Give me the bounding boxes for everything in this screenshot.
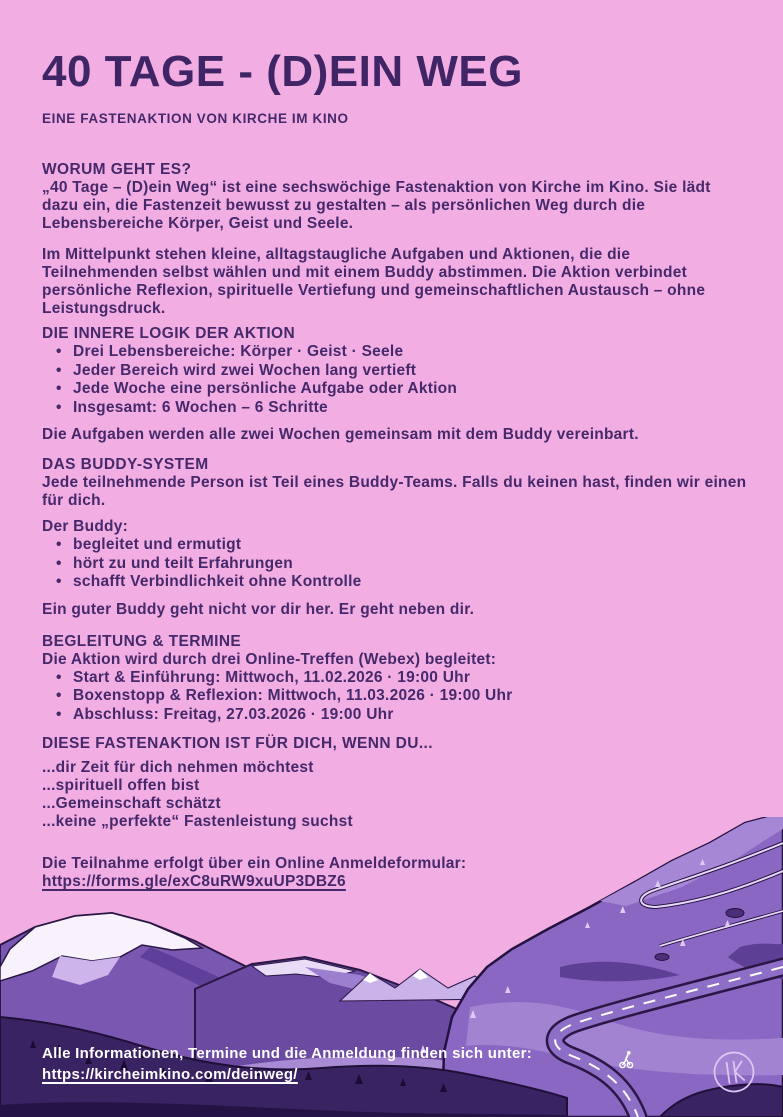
heading-termine: BEGLEITUNG & TERMINE [42, 632, 242, 650]
list-item: • Start & Einführung: Mittwoch, 11.02.2026 · 19:00 Uhr [56, 669, 747, 688]
buddy-paragraph: Jede teilnehmende Person ist Teil eines Buddy-Teams. Falls du keinen hast, finden wir einen für dich. [42, 474, 747, 509]
buddy-note: Ein guter Buddy geht nicht vor dir her. Er geht neben dir. [42, 600, 475, 618]
anmeldeformular-link[interactable]: https://forms.gle/exC8uRW9xuUP3DBZ6 [42, 873, 346, 890]
fuer-dich-line: ...dir Zeit für dich nehmen möchtest [42, 759, 314, 776]
page-subtitle: EINE FASTENAKTION VON KIRCHE IM KINO [42, 111, 349, 126]
termine-intro: Die Aktion wird durch drei Online-Treffen (Webex) begleitet: [42, 650, 497, 668]
list-item: • Drei Lebensbereiche: Körper · Geist · Seele [56, 343, 747, 362]
anmeldung-intro: Die Teilnahme erfolgt über ein Online Anmeldeformular: [42, 855, 467, 872]
heading-buddy: DAS BUDDY-SYSTEM [42, 456, 209, 473]
page-title: 40 TAGE - (D)EIN WEG [42, 47, 523, 96]
heading-fuer-dich: DIESE FASTENAKTION IST FÜR DICH, WENN DU... [42, 735, 433, 752]
worum-paragraph-2: Im Mittelpunkt stehen kleine, alltagstaugliche Aufgaben und Aktionen, die die Teilnehmenden selbst wählen und mit einem Buddy abstimmen. Die Aktion verbindet persönliche Reflexion, spirituelle Vertiefung und gemeinschaftlichen Austausch – ohne Leistungsdruck. [42, 246, 706, 317]
fuer-dich-line: ...Gemeinschaft schätzt [42, 795, 221, 812]
buddy-label: Der Buddy: [42, 518, 129, 535]
logik-note: Die Aufgaben werden alle zwei Wochen gemeinsam mit dem Buddy vereinbart. [42, 426, 639, 443]
list-item: • schafft Verbindlichkeit ohne Kontrolle [56, 573, 747, 592]
list-item: • Boxenstopp & Reflexion: Mittwoch, 11.03.2026 · 19:00 Uhr [56, 687, 747, 706]
list-item: • Abschluss: Freitag, 27.03.2026 · 19:00 Uhr [56, 706, 747, 725]
fuer-dich-line: ...keine „perfekte“ Fastenleistung suchst [42, 813, 353, 830]
flyer-content [42, 0, 747, 891]
heading-logik: DIE INNERE LOGIK DER AKTION [42, 325, 296, 342]
heading-worum: WORUM GEHT ES? [42, 161, 192, 178]
fuer-dich-line: ...spirituell offen bist [42, 777, 200, 794]
logik-bullet-list [56, 343, 747, 417]
footer-info [42, 1043, 532, 1085]
kircheimkino-link[interactable]: https://kircheimkino.com/deinweg/ [42, 1066, 298, 1083]
list-item: • Insgesamt: 6 Wochen – 6 Schritte [56, 399, 747, 418]
logo-k-icon [712, 1050, 756, 1094]
list-item: • Jeder Bereich wird zwei Wochen lang vertieft [56, 362, 747, 381]
buddy-bullet-list [56, 536, 747, 592]
list-item: • Jede Woche eine persönliche Aufgabe oder Aktion [56, 380, 747, 399]
footer-intro: Alle Informationen, Termine und die Anmeldung finden sich unter: [42, 1045, 533, 1062]
list-item: • hört zu und teilt Erfahrungen [56, 555, 747, 574]
kirche-im-kino-logo [711, 1049, 757, 1095]
termine-bullet-list [56, 669, 747, 725]
worum-paragraph-1: „40 Tage – (D)ein Weg“ ist eine sechswöchige Fastenaktion von Kirche im Kino. Sie lädt dazu ein, die Fastenzeit bewusst zu gestalten – als persönlichen Weg durch die Lebensbereiche Körper, Geist und Seele. [42, 179, 711, 232]
list-item: • begleitet und ermutigt [56, 536, 747, 555]
